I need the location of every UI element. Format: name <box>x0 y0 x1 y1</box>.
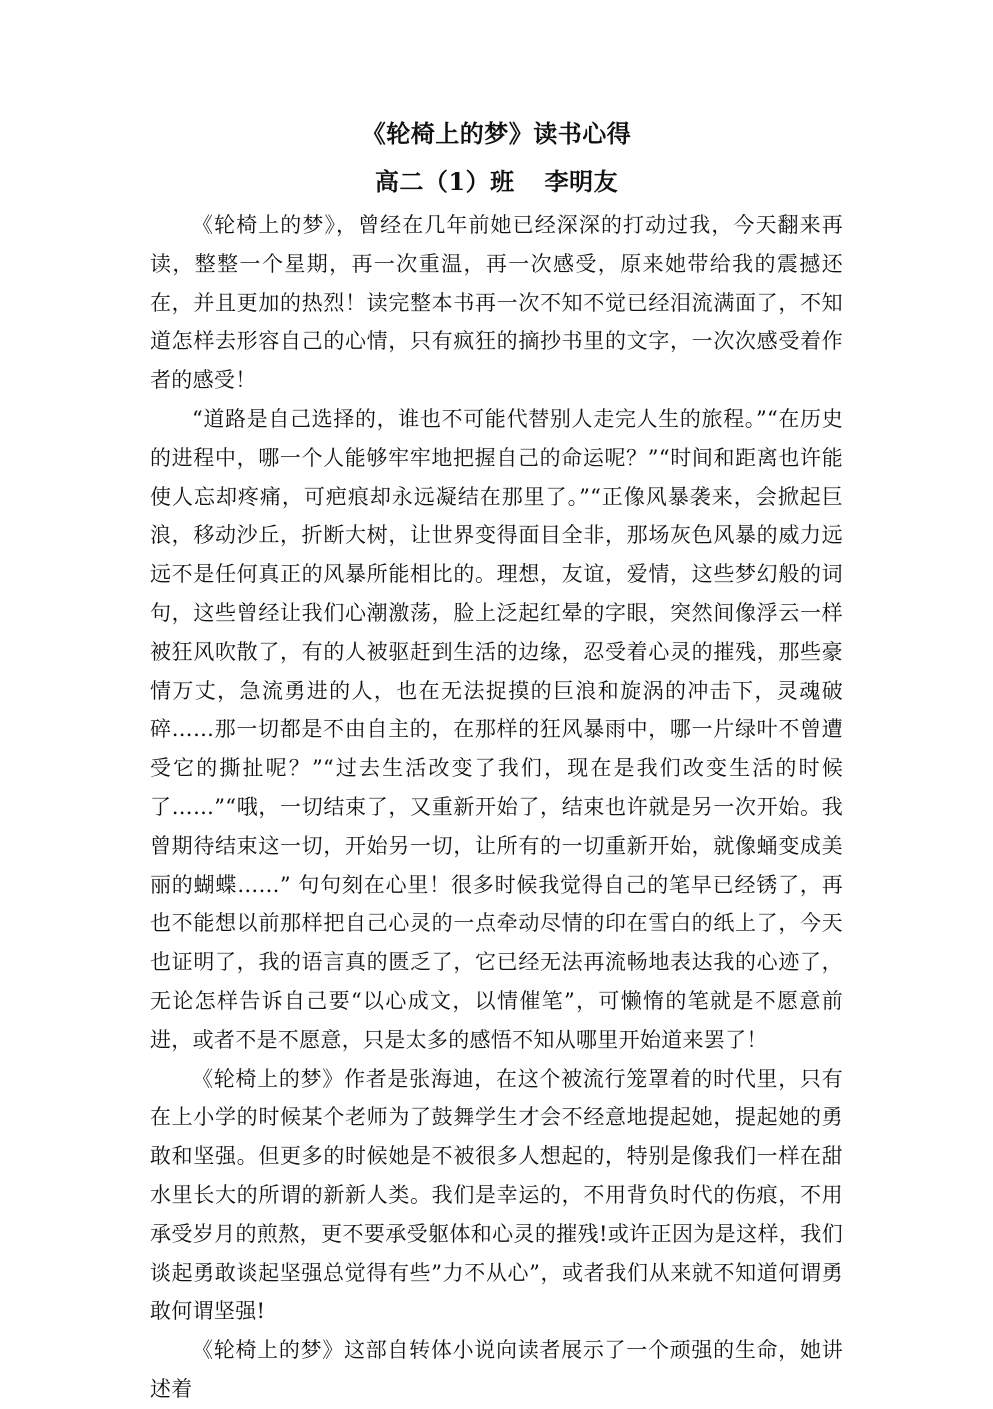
paragraph-1: 《轮椅上的梦》，曾经在几年前她已经深深的打动过我，今天翻来再读，整整一个星期，再一次重温，再一次感受，原来她带给我的震撼还在，并且更加的热烈！读完整本书再一次不知不觉已经泪流满面了，不知道怎样去形容自己的心情，只有疯狂的摘抄书里的文字，一次次感受着作者的感受！ <box>150 213 843 393</box>
document-body <box>150 206 843 1409</box>
document-title: 《轮椅上的梦》读书心得 <box>361 119 632 148</box>
document-byline <box>0 164 993 200</box>
paragraph-4: 《轮椅上的梦》这部自转体小说向读者展示了一个顽强的生命，她讲述着 <box>150 1338 843 1401</box>
author-name: 李明友 <box>544 167 619 196</box>
class-info: 高二（1）班 <box>374 167 515 196</box>
paragraph-2: “道路是自己选择的，谁也不可能代替别人走完人生的旅程。”“在历史的进程中，哪一个人能够牢牢地把握自己的命运呢？”“时间和距离也许能使人忘却疼痛，可疤痕却永远凝结在那里了。”“正像风暴袭来，会掀起巨浪，移动沙丘，折断大树，让世界变得面目全非，那场灰色风暴的威力远远不是任何真正的风暴所能相比的。理想，友谊，爱情，这些梦幻般的词句，这些曾经让我们心潮激荡，脸上泛起红晕的字眼，突然间像浮云一样被狂风吹散了，有的人被驱赶到生活的边缘，忍受着心灵的摧残，那些豪情万丈，急流勇进的人，也在无法捉摸的巨浪和旋涡的冲击下，灵魂破碎……那一切都是不由自主的，在那样的狂风暴雨中，哪一片绿叶不曾遭受它的撕扯呢？”“过去生活改变了我们，现在是我们改变生活的时候了……”“哦，一切结束了，又重新开始了，结束也许就是另一次开始。我曾期待结束这一切，开始另一切，让所有的一切重新开始，就像蛹变成美丽的蝴蝶……” 句句刻在心里！很多时候我觉得自己的笔早已经锈了，再也不能想以前那样把自己心灵的一点牵动尽情的印在雪白的纸上了，今天也证明了，我的语言真的匮乏了，它已经无法再流畅地表达我的心迹了，无论怎样告诉自己要“以心成文，以情催笔”，可懒惰的笔就是不愿意前进，或者不是不愿意，只是太多的感悟不知从哪里开始道来罢了！ <box>150 406 843 1052</box>
paragraph-3: 《轮椅上的梦》作者是张海迪，在这个被流行笼罩着的时代里，只有在上小学的时候某个老师为了鼓舞学生才会不经意地提起她，提起她的勇敢和坚强。但更多的时候她是不被很多人想起的，特别是像我们一样在甜水里长大的所谓的新新人类。我们是幸运的，不用背负时代的伤痕，不用承受岁月的煎熬，更不要承受躯体和心灵的摧残!或许正因为是这样，我们谈起勇敢谈起坚强总觉得有些”力不从心”，或者我们从来就不知道何谓勇敢何谓坚强! <box>150 1066 843 1324</box>
